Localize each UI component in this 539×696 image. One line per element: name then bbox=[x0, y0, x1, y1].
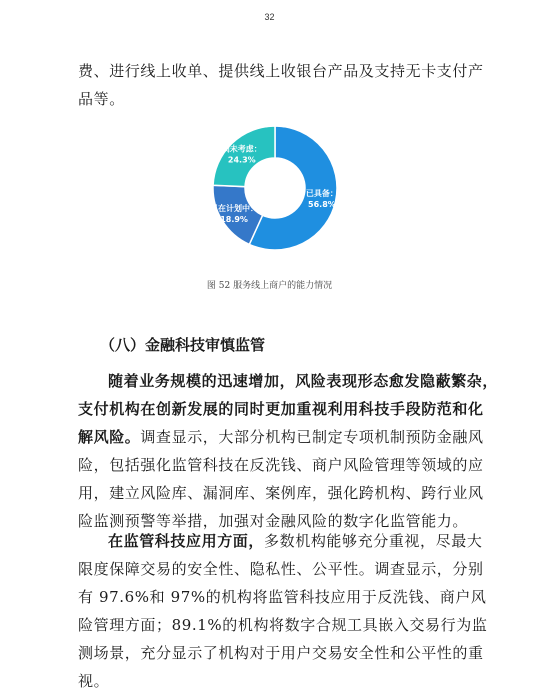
paragraph-lead-bold: 在监管科技应用方面， bbox=[108, 532, 265, 550]
figure-caption: 图 52 服务线上商户的能力情况 bbox=[206, 281, 333, 291]
slice-label: 已具备： bbox=[305, 189, 338, 199]
paragraph-body: 多数机构能够充分重视，尽最大限度保障交易的安全性、隐私性、公平性。调查显示，分别有 97.6%和 97%的机构将监管科技应用于反洗钱、商户风险管理方面；89.1%的机构将数字合规工具嵌入交易行为监测场景，充分显示了机构对于用户交易安全性和公平性的重视。 bbox=[78, 532, 488, 690]
intro-paragraph: 费、进行线上收单、提供线上收银台产品及支持无卡支付产品等。 bbox=[78, 62, 484, 108]
paragraph-regtech bbox=[78, 527, 498, 695]
slice-value-label: 18.9% bbox=[220, 215, 248, 225]
paragraph-body: 调查显示，大部分机构已制定专项机制预防金融风险，包括强化监管科技在反洗钱、商户风险管理等领域的应用，建立风险库、漏洞库、案例库，强化跨机构、跨行业风险监测预警等举措，加强对金融风险的数字化监管能力。 bbox=[78, 428, 484, 530]
slice-label: 尚未考虑： bbox=[221, 144, 262, 154]
slice-value-label: 56.8% bbox=[308, 200, 336, 210]
slice-value-label: 24.3% bbox=[227, 155, 256, 165]
donut-chart bbox=[200, 120, 350, 256]
paragraph-lead-bold: 随着业务规模的迅速增加，风险表现形态愈发隐蔽繁杂，支付机构在创新发展的同时更加重视利用科技手段防范和化解风险。 bbox=[78, 372, 499, 446]
paragraph-risk-control bbox=[78, 367, 498, 535]
page-number: 32 bbox=[264, 12, 275, 22]
section-heading: （八）金融科技审慎监管 bbox=[100, 336, 266, 354]
slice-label: 已在计划中： bbox=[210, 204, 259, 214]
